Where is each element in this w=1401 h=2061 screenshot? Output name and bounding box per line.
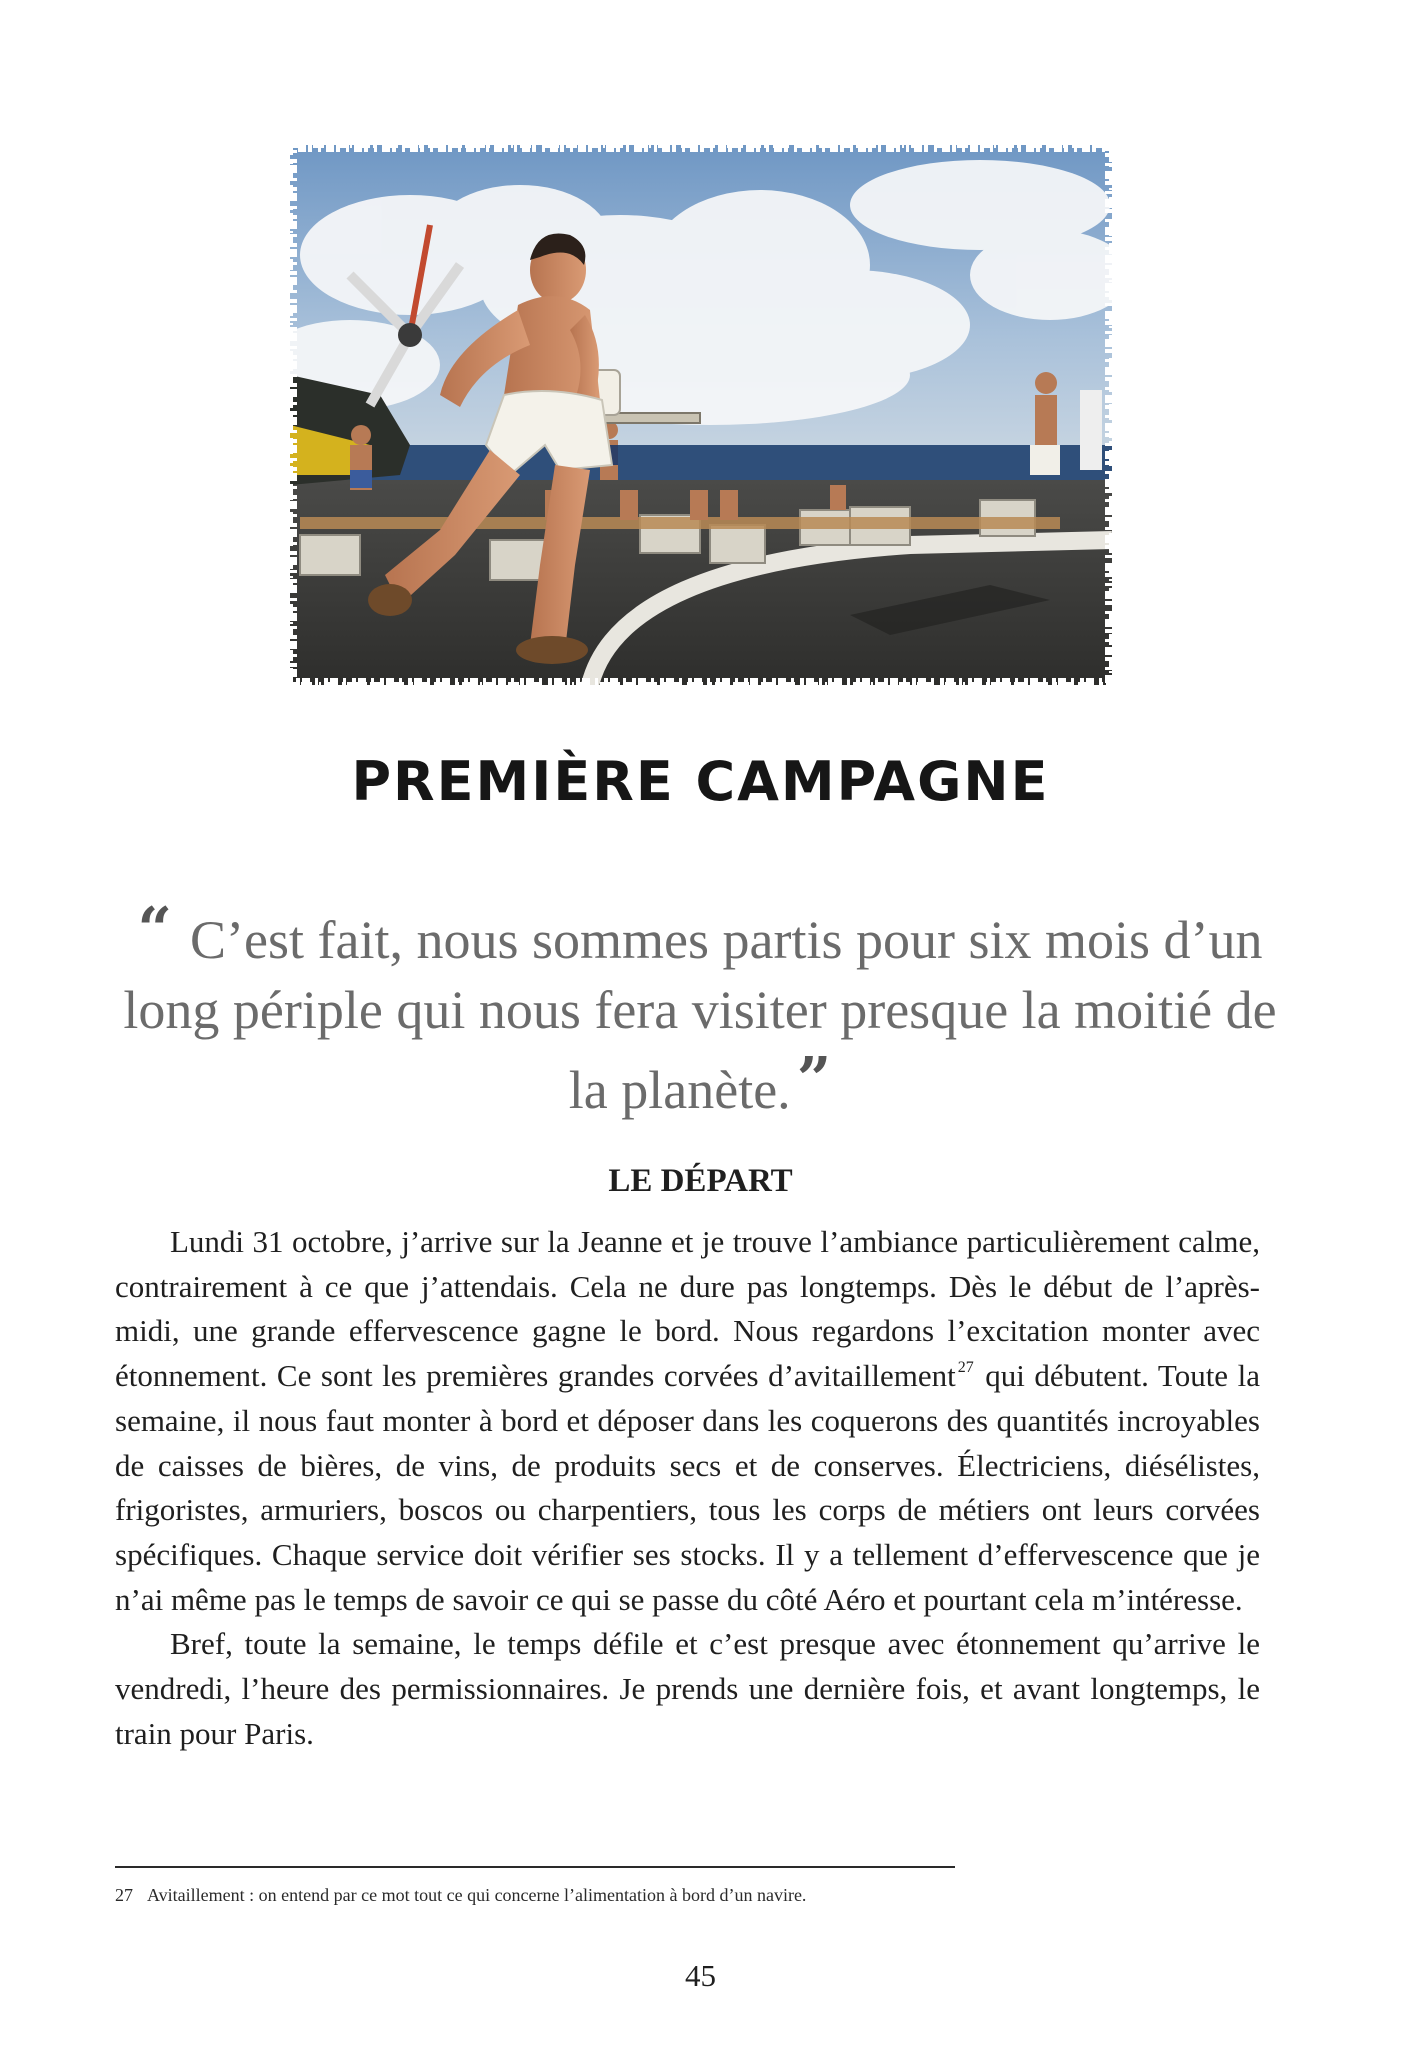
footnote-divider (115, 1866, 955, 1868)
epigraph-quote (120, 895, 1280, 1125)
paragraph-1-part-2: qui débutent. Toute la semaine, il nous faut monter à bord et déposer dans les coquerons des quantités incroyables de caisses de bières, de vins, de produits secs et de conserves. Électriciens, diésélistes, frigoristes, armuriers, boscos ou charpentiers, tous les corps de métiers ont leurs corvées spécifiques. Chaque service doit vérifier ses stocks. Il y a tellement d’effervescence que je n’ai même pas le temps de savoir ce qui se passe du côté Aéro et pourtant cela m’intéresse. (115, 1358, 1260, 1617)
close-quote-mark: ” (796, 1045, 832, 1115)
chapter-title: PREMIÈRE CAMPAGNE (351, 750, 1050, 813)
paragraph-2: Bref, toute la semaine, le temps défile et c’est presque avec étonnement qu’arrive le vendredi, l’heure des permissionnaires. Je prends une dernière fois, et avant longtemps, le train pour Paris. (115, 1626, 1260, 1751)
footnote (115, 1885, 1265, 1906)
epigraph-text: C’est fait, nous sommes partis pour six mois d’un long périple qui nous fera visiter presque la moitié de la planète. (123, 910, 1277, 1120)
paragraph-1 (115, 1220, 1260, 1622)
paragraph-1-part-1: Lundi 31 octobre, j’arrive sur la Jeanne et je trouve l’ambiance particulièrement calme, contrairement à ce que j’attendais. Cela ne dure pas longtemps. Dès le début de l’après-midi, une grande effervescence gagne le bord. Nous regardons l’excitation monter avec étonnement. Ce sont les premières grandes corvées d’avitaillement (115, 1224, 1260, 1394)
footnote-reference[interactable]: 27 (957, 1359, 974, 1377)
section-heading: LE DÉPART (608, 1163, 793, 1199)
body-text (115, 1220, 1260, 1756)
page-number: 45 (685, 1958, 716, 1993)
footnote-text: Avitaillement : on entend par ce mot tout ce qui concerne l’alimentation à bord d’un navire. (147, 1885, 807, 1905)
chapter-photo (290, 145, 1112, 685)
open-quote-mark: “ (137, 895, 173, 965)
photo-illustration (290, 145, 1112, 685)
footnote-number: 27 (115, 1885, 133, 1905)
